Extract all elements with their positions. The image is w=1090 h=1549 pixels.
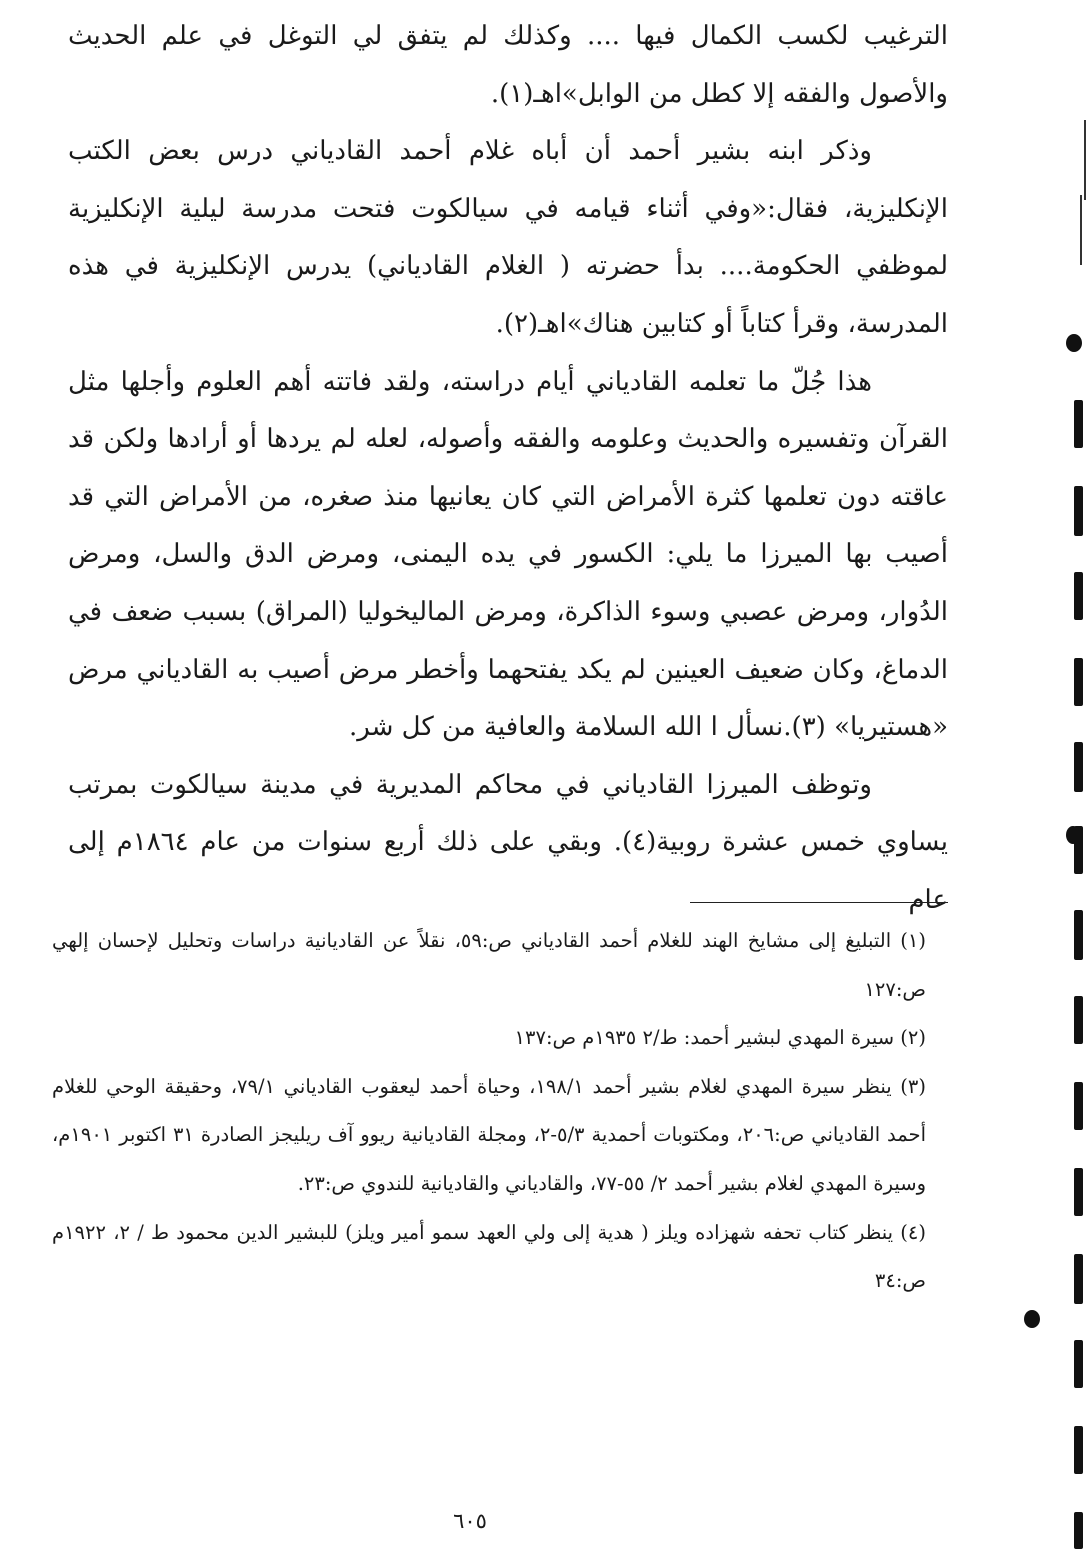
binding-line bbox=[1084, 120, 1086, 200]
binding-bar bbox=[1074, 658, 1083, 706]
binding-bar bbox=[1074, 742, 1083, 792]
footnote-separator bbox=[690, 902, 948, 903]
binding-hole-dot bbox=[1024, 1310, 1040, 1328]
paragraph-3: هذا جُلّ ما تعلمه القادياني أيام دراسته، ولقد فاتته أهم العلوم وأجلها مثل القرآن وتفسيره والحديث وعلومه والفقه وأصوله، لعله لم يردها أو أرادها ولكن قد عاقته دون تعلمها كثرة الأمراض التي كان يعانيها منذ صغره، من الأمراض التي قد أصيب بها الميرزا ما يلي: الكسور في يده اليمنى، ومرض الدق والسل، ومرض الدُوار، ومرض عصبي وسوء الذاكرة، ومرض الماليخوليا (المراق) بسبب ضعف في الدماغ، وكان ضعيف العينين لم يكد يفتحهما وأخطر مرض أصيب به القادياني مرض «هستيريا» (٣).نسأل ا الله السلامة والعافية من كل شر. bbox=[68, 366, 948, 743]
binding-bar bbox=[1074, 572, 1083, 620]
binding-bar bbox=[1074, 1168, 1083, 1216]
binding-bar bbox=[1074, 1426, 1083, 1474]
binding-hole-dot bbox=[1066, 334, 1082, 352]
page-number: ٦٠٥ bbox=[453, 1509, 487, 1533]
binding-edge-marks bbox=[1066, 0, 1090, 1549]
paragraph-4: وتوظف الميرزا القادياني في محاكم المديرية في مدينة سيالكوت بمرتب يساوي خمس عشرة روبية(٤). وبقي على ذلك أربع سنوات من عام ١٨٦٤م إلى عام bbox=[68, 769, 948, 915]
binding-bar bbox=[1074, 996, 1083, 1044]
footnote-4: (٤) ينظر كتاب تحفه شهزاده ويلز ( هدية إلى ولي العهد سمو أمير ويلز) للبشير الدين محمود ط / ٢، ١٩٢٢م ص:٣٤ bbox=[52, 1220, 926, 1293]
footnote-1: (١) التبليغ إلى مشايخ الهند للغلام أحمد القادياني ص:٥٩، نقلاً عن القاديانية دراسات وتحليل لإحسان إلهي ص:١٢٧ bbox=[52, 929, 926, 1001]
paragraph-1: الترغيب لكسب الكمال فيها .... وكذلك لم يتفق لي التوغل في علم الحديث والأصول والفقه إلا كطل من الوابل»اهـ(١). bbox=[68, 21, 948, 109]
binding-line bbox=[1080, 195, 1082, 265]
binding-bar bbox=[1074, 910, 1083, 960]
binding-bar bbox=[1074, 486, 1083, 536]
binding-bar bbox=[1074, 1082, 1083, 1130]
main-text bbox=[68, 8, 948, 930]
binding-bar bbox=[1074, 400, 1083, 448]
binding-bar bbox=[1074, 1340, 1083, 1388]
footnotes bbox=[52, 917, 926, 1306]
footnote-2: (٢) سيرة المهدي لبشير أحمد: ط/٢ ١٩٣٥م ص:١٣٧ bbox=[514, 1026, 926, 1050]
binding-bar bbox=[1074, 1254, 1083, 1304]
binding-bar bbox=[1074, 1512, 1083, 1549]
paragraph-2: وذكر ابنه بشير أحمد أن أباه غلام أحمد القادياني درس بعض الكتب الإنكليزية، فقال:«وفي أثناء قيامه في سيالكوت فتحت مدرسة ليلية الإنكليزية لموظفي الحكومة.... بدأ حضرته ( الغلام القادياني) يدرس الإنكليزية في هذه المدرسة، وقرأ كتاباً أو كتابين هناك»اهـ(٢). bbox=[68, 136, 948, 339]
binding-bar bbox=[1074, 826, 1083, 874]
footnote-3: (٣) ينظر سيرة المهدي لغلام بشير أحمد ١٩٨/١، وحياة أحمد ليعقوب القادياني ٧٩/١، وحقيقة الوحي للغلام أحمد القادياني ص:٢٠٦، ومكتوبات أحمدية ٥/٣-٢، ومجلة القاديانية ريوو آف ريليجز الصادرة ٣١ اكتوبر ١٩٠١م، وسيرة المهدي لغلام بشير أحمد ٢/ ٥٥-٧٧، والقادياني والقاديانية للندوي ص:٢٣. bbox=[52, 1074, 926, 1195]
